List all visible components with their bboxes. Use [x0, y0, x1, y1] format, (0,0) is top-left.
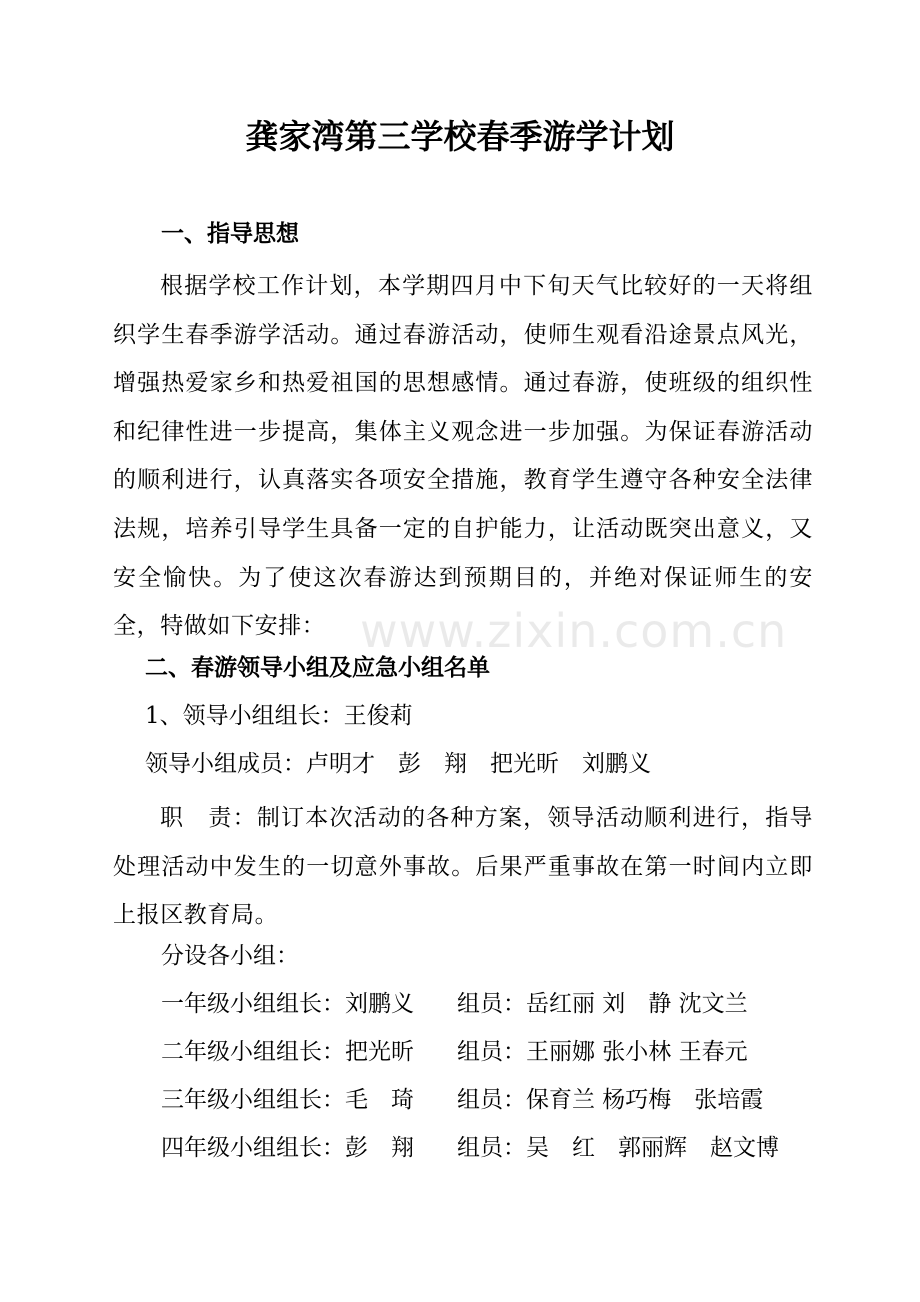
- group-row: [161, 1082, 763, 1118]
- subgroups-intro: 分设各小组：: [161, 943, 299, 969]
- section-body-guiding-ideology: 根据学校工作计划，本学期四月中下旬天气比较好的一天将组织学生春季游学活动。通过春游活动，使师生观看沿途景点风光，增强热爱家乡和热爱祖国的思想感情。通过春游，使班级的组织性和纪律性进一步提高，集体主义观念进一步加强。为保证春游活动的顺利进行，认真落实各项安全措施，教育学生遵守各种安全法律法规，培养引导学生具备一定的自护能力，让活动既突出意义，又安全愉快。为了使这次春游达到预期目的，并绝对保证师生的安全，特做如下安排：: [113, 273, 813, 640]
- section-heading-guiding-ideology: 一、指导思想: [161, 221, 299, 247]
- watermark: www.zixin.com.cn: [360, 604, 788, 658]
- group-members: 组员：王丽娜 张小林 王春元: [457, 1039, 748, 1065]
- group-head: 四年级小组组长：彭 翔: [161, 1135, 414, 1161]
- group-head: 三年级小组组长：毛 琦: [161, 1087, 414, 1113]
- members-line: 领导小组成员：卢明才 彭 翔 把光昕 刘鹏义: [145, 751, 651, 777]
- group-row: [161, 1034, 748, 1070]
- section-heading-leadership-group: 二、春游领导小组及应急小组名单: [145, 655, 490, 681]
- group-members: 组员：保育兰 杨巧梅 张培霞: [457, 1087, 764, 1113]
- group-members: 组员：岳红丽 刘 静 沈文兰: [457, 991, 748, 1017]
- group-head: 二年级小组组长：把光昕: [161, 1039, 414, 1065]
- leader-line: 1、领导小组组长：王俊莉: [145, 703, 413, 729]
- group-members: 组员：吴 红 郭丽辉 赵文博: [457, 1135, 779, 1161]
- group-row: [161, 986, 748, 1022]
- group-row: [161, 1130, 779, 1166]
- document-title: 龚家湾第三学校春季游学计划: [245, 117, 675, 156]
- duty-paragraph: 职 责：制订本次活动的各种方案，领导活动顺利进行，指导处理活动中发生的一切意外事故。后果严重事故在第一时间内立即上报区教育局。: [113, 805, 813, 929]
- group-head: 一年级小组组长：刘鹏义: [161, 991, 414, 1017]
